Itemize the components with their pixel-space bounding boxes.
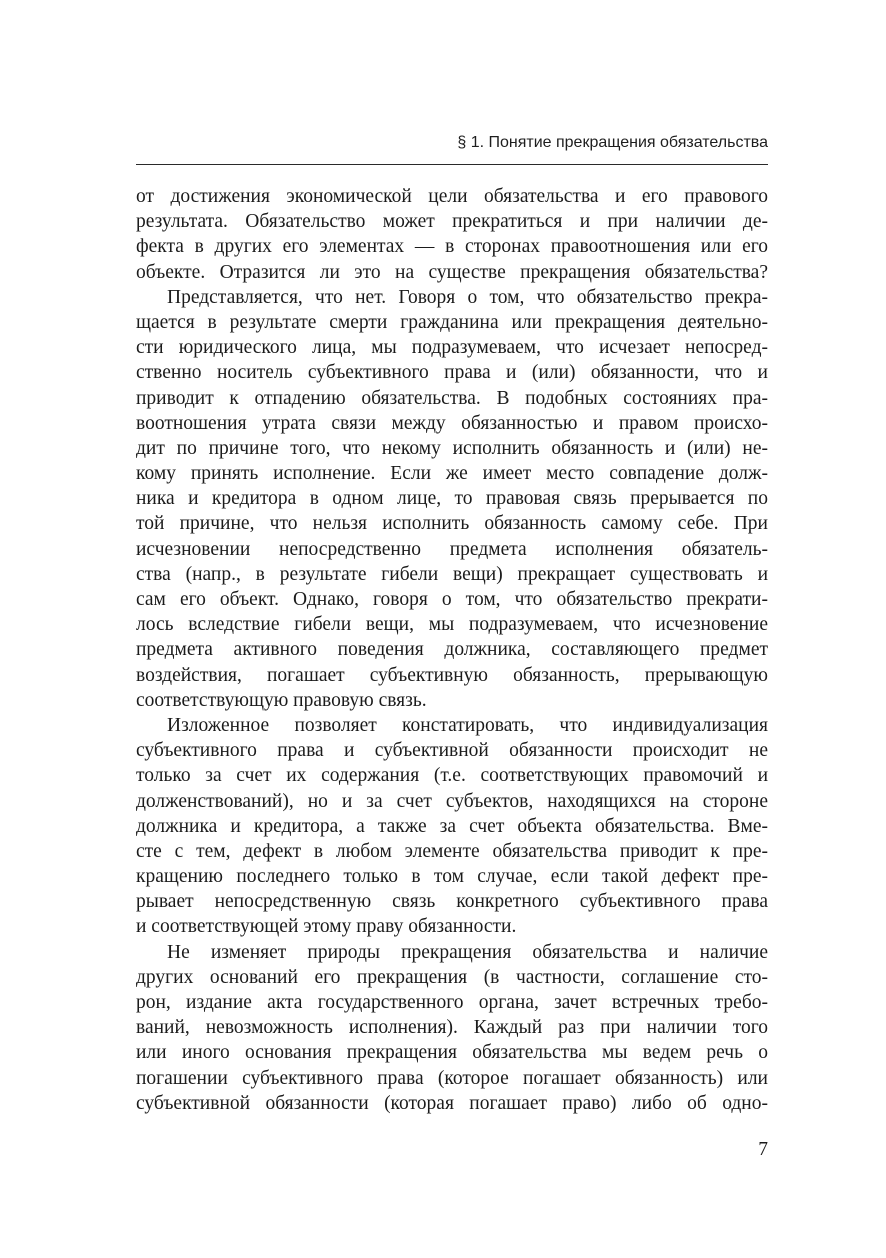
page-body <box>136 184 768 1116</box>
text-line: сте с тем, дефект в любом элементе обязательства приводит к пре- <box>136 840 768 862</box>
text-line: дит по причине того, что некому исполнить обязанность и (или) не- <box>136 437 768 459</box>
text-line: Представляется, что нет. Говоря о том, что обязательство прекра- <box>167 286 768 308</box>
text-line: той причине, что нельзя исполнить обязанность самому себе. При <box>136 513 768 535</box>
text-line: Не изменяет природы прекращения обязательства и наличие <box>167 941 768 963</box>
text-line: Изложенное позволяет констатировать, что индивидуализация <box>167 714 768 736</box>
text-line: воотношения утрата связи между обязанностью и правом происхо- <box>136 412 768 434</box>
text-line: других оснований его прекращения (в частности, соглашение сто- <box>136 966 768 988</box>
text-line: только за счет их содержания (т.е. соответствующих правомочий и <box>136 765 768 787</box>
text-line: или иного основания прекращения обязательства мы ведем речь о <box>136 1042 768 1064</box>
text-line: приводит к отпадению обязательства. В подобных состояниях пра- <box>136 387 768 409</box>
paragraph <box>136 940 768 1116</box>
text-line: субъективной обязанности (которая погашает право) либо об одно- <box>136 1092 768 1114</box>
text-line: сти юридического лица, мы подразумеваем, что исчезает непосред- <box>136 337 768 359</box>
text-line: сам его объект. Однако, говоря о том, что обязательство прекрати- <box>136 589 768 610</box>
paragraph <box>136 184 768 285</box>
text-line: исчезновении непосредственно предмета исполнения обязатель- <box>136 538 768 560</box>
text-line: кращению последнего только в том случае, если такой дефект пре- <box>136 866 768 888</box>
header-rule <box>136 164 768 165</box>
text-line: предмета активного поведения должника, составляющего предмет <box>136 639 768 661</box>
running-header-title: § 1. Понятие прекращения обязательства <box>457 134 768 151</box>
text-line: фекта в других его элементах — в сторонах правоотношения или его <box>136 236 768 258</box>
text-line: рон, издание акта государственного органа, зачет встречных требо- <box>136 992 768 1013</box>
text-line: от достижения экономической цели обязательства и его правового <box>136 186 768 207</box>
text-line: ваний, невозможность исполнения). Каждый раз при наличии того <box>136 1017 768 1039</box>
text-line: результата. Обязательство может прекратиться и при наличии де- <box>136 211 768 233</box>
text-line: ства (напр., в результате гибели вещи) прекращает существовать и <box>136 563 768 585</box>
text-line: кому принять исполнение. Если же имеет место совпадение долж- <box>136 463 768 485</box>
text-line: воздействия, погашает субъективную обязанность, прерывающую <box>136 664 768 686</box>
text-line: долженствований), но и за счет субъектов, находящихся на стороне <box>136 790 768 812</box>
text-line: рывает непосредственную связь конкретного субъективного права <box>136 891 768 913</box>
text-line: ственно носитель субъективного права и (или) обязанности, что и <box>136 362 768 384</box>
text-line: субъективного права и субъективной обязанности происходит не <box>136 740 768 762</box>
text-line: должника и кредитора, а также за счет объекта обязательства. Вме- <box>136 815 768 837</box>
text-line: соответствующую правовую связь. <box>136 689 427 711</box>
text-line: щается в результате смерти гражданина или прекращения деятельно- <box>136 311 768 333</box>
paragraph <box>136 713 768 940</box>
text-line: объекте. Отразится ли это на существе прекращения обязательства? <box>136 261 768 283</box>
text-line: и соответствующей этому праву обязанности. <box>136 916 517 938</box>
text-line: ника и кредитора в одном лице, то правовая связь прерывается по <box>136 488 768 510</box>
page-number: 7 <box>758 1139 768 1160</box>
text-line: лось вследствие гибели вещи, мы подразумеваем, что исчезновение <box>136 614 768 636</box>
paragraph <box>136 285 768 713</box>
text-line: погашении субъективного права (которое погашает обязанность) или <box>136 1067 768 1089</box>
